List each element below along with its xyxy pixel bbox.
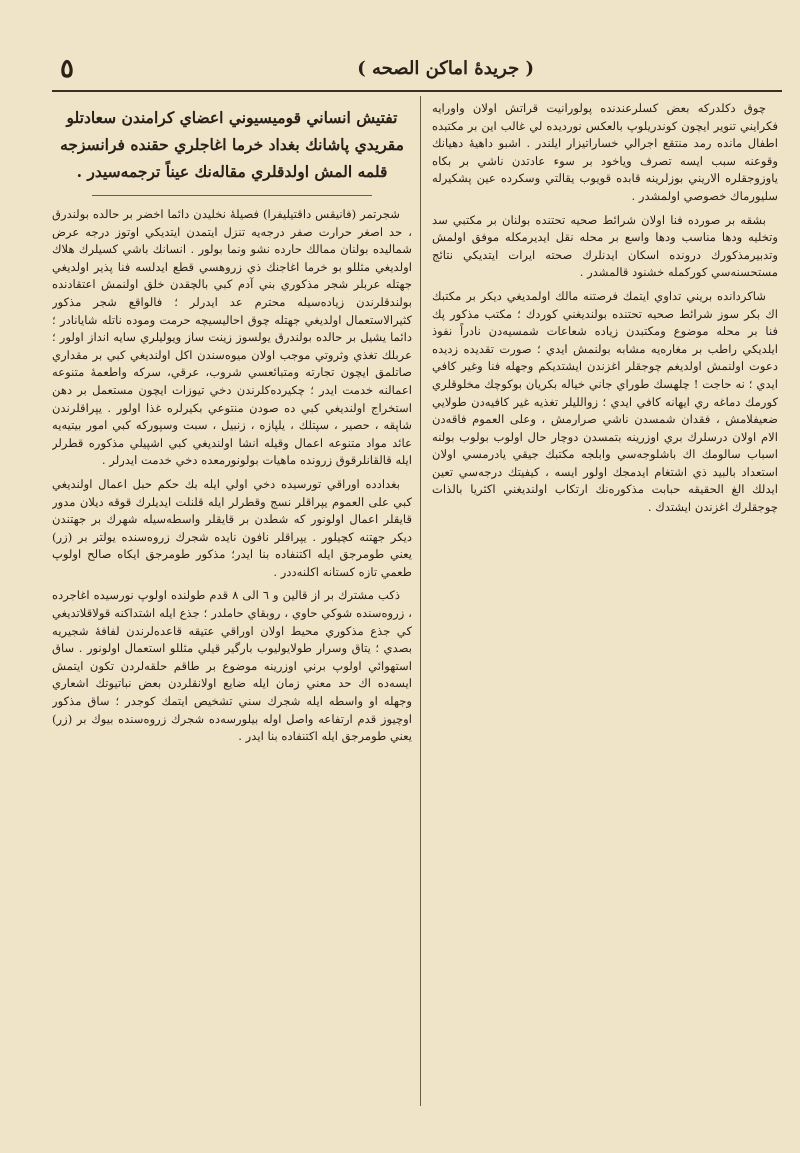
page-header — [52, 52, 782, 92]
paragraph: شجرتمر (فانيقس داقتيليفرا) فصيلهٔ نخليدن دائما اخضر بر حالده بولندرق ، حد اصغر حرارت صفر درجه‌يه تنزل ايتمدن ايتديكي اوتوز درجه عرض شماليده بولنان ممالك حارده نشو ونما بولور . انسانك باشي كسيلرك هلاك اولديغي مثللو بو خرما اغاجنك ذي زروهسي قطع ايدلسه فنا پذير اولديغي جهتله عربلر شجر مذكوري بني آدم كبي بالچقدن خلق اولنمش اعتقادنده بولندقلرندن زياده‌سيله محترم عد ايدرلر ؛ فالواقع شجر مذكور كثيرالاستعمال اولديغي جهتله چوق احاليسيچه حرمت وموده ناتله شايانادر ؛ دائما يشيل بر حالده بولندرق يولسوز زينت ساز ويوليلري سايه انداز اولور ؛ عربلك تغذي وثروتي موجب اولان ميوه‌سندن اكل اولنديغي كبي بر مقداري صاتلمق ايچون تجارته ومتبائعسي شروب، عرقي، سركه واطعمهٔ متنوعه اعمالنه خدمت ايدر ؛ چكيرده‌كلرندن دخي تيوزات ايچون مستعمل بر دهن استخراج اولنديغي كبي ده صودن منتوعي بكيرلره غذا اولور . يپراقلرندن شاپقه ، حصير ، سپتلك ، يلپازه ، زنبيل ، سبت وسپورکه كبي امور بيتيه‌يه عائد مواد متنوعه اعمال وقيله انشا اولنديغي كبي اشپيلي مذكوره قطرلر ايله قالقانلرقوق زرونده ماهيات بولونورمعده دخي خدمت ايدرلر . — [52, 207, 412, 468]
page-number: ٥ — [60, 54, 74, 84]
paragraph: شاكردانده بريني تداوي ايتمك فرصتنه مالك اولمديغي ديكر بر مكتبك اك بكر سوز شرائط صحيه تحتنده بولنديغني كوردك ؛ مكتب مذكور پك فنا بر محله موضوع ومكتبدن زياده شعاعات شمسيه‌دن نادراً نفوذ ايلديكي راطب بر مغاره‌يه مشابه بولنمش ايدي ؛ صورت تقديده زديده دعوت اولنمش اولديغم چوجقلر اغزندن ايشتديكم وجهله فنا وغير كافي ايدي ؛ نه حاجت ! چلهسك طوراي جاني خياله بكريان بوكوچك مخلوقلري كورمك دماغه ري ايهانه كافي ايدي ؛ زوالليلر تغذيه غير كافيه‌دن طولايي ضعيفلامش ، فقدان شمسدن ناشي صرارمش ، وعلى العموم فاقه‌دن الام اولان درسلرك بري اوزرينه بتمسدن دوچار حال اولوب بولوب بولنه اسباب سالومك اك باشلوجه‌سي وابلجه مكتبك جيقي يادرمسي اولان استعداد بالبيد ذي اشتغام ايدمجك اولور ايسه ، كيفيتك درجه‌سي تعين ايدلك الغ الحقيقه حبابت مذكوره‌نك ارتكاب اولنديغني اكثريا بالذات چوجقلرك اغزندن ايشتدك . — [432, 288, 778, 515]
article-headline: تفتيش انساني قوميسيوني اعضاي كرامندن سعادتلو مقريدي پاشانك بغداد خرما اغاجلري حقنده فرانسزجه قلمه المش اولدقلري مقاله‌نك عيناً ترجمه‌سيدر . — [60, 108, 404, 181]
column-divider — [420, 96, 421, 1106]
journal-title: ( جريدهٔ اماكن الصحه ) — [357, 58, 534, 79]
paragraph: ذكب مشترك بر از قالين و ٦ الى ٨ قدم طولنده اولوپ نورسيده اغاجرده ، زروه‌سنده شوكي حاوي ، روبقاي حاملدر ؛ جذع ايله اشتداكنه قولاقلاتديغي كي جذع مذكوري محيط اولان اوراقي عتيقه قاعده‌لرندن لفافهٔ شجيريه بصدي ؛ يتاق وسرار طولايوليوب بارگير قيلي مثللو استعمال اولونور . ساق استهوائي اولوپ برني اوزرينه موضوع بر طاقم حلقه‌لردن تكون ايتمش ايسه‌ده اك حد معني زمان ايله ضايع اولانقلردن بعض نباتيوتك اشعاري وجهله او واسطه ايله شجرك سني تشخيص ايتمك كوجدر ؛ ساق مذكور اوچيوز قدم ارتفاعه واصل اوله بيلورسه‌ده شجرك زروه‌سنده بيوك بر (زر) يعني طومرجق ايله اكتنفاده بنا ايدر . — [52, 588, 412, 744]
header-rule — [52, 90, 782, 92]
paragraph: چوق دكلدركه بعض كسلرعندنده پولورانيت قراتش اولان واورايه فكرايني تنوير ايچون كوندريلوپ بالعكس نورديده لي غالب اين بر مكتبده اطفال مانده رمد منتقع اجرالي خساراتيزار ايلندر . اشبو داهيهٔ دهيانك وقوعنه سبب ايسه تصرف وياخود بر سوء عادتدن ناشي بر بكاه ياوزوجقلره الاريني بوزلرينه قابده قويوب يقالتي وسكرده عين پشكيرله سليورماك خصوصي اولمشدر . — [432, 101, 778, 203]
left-column — [52, 100, 412, 1105]
paragraph: بغدادده اوراقي تورسيده دخي اولي ايله بك حكم حبل اعمال اولنديغي كبي على العموم يپراقلر نسج وقطرلر ايله قلنلت ايديلرك قوقه ديلان مدور قايقلر اعمال اولونور كه شطدن بر قايقلر واسطه‌سيله شهرك بر جهتندن ديكر جهتنه كچيلور . يپراقلر نافون نايده شجرك زروه‌سنده يولتر بر (زر) يعني طومرجق ايله اكتنفاده بنا ايدر؛ مذكور طومرجق ايكاه صالح اولوپ طعمي تازه كستانه اكلنه‌ددر . — [52, 476, 412, 579]
right-column — [432, 100, 778, 1105]
headline-rule — [92, 195, 372, 196]
paragraph: بشقه بر صورده فنا اولان شرائط صحيه تحتنده بولنان بر مكتبي سد وتخليه ودها مناسب ودها واسع بر محله نقل ايديرمكله موفق اولمش وتدبيرمذكورك درونده اسكان ايدنلرك صحته ايرات ايتديكي نتائج مستحسنه‌سي كوركمله خشنود قالمشدر . — [432, 212, 778, 280]
